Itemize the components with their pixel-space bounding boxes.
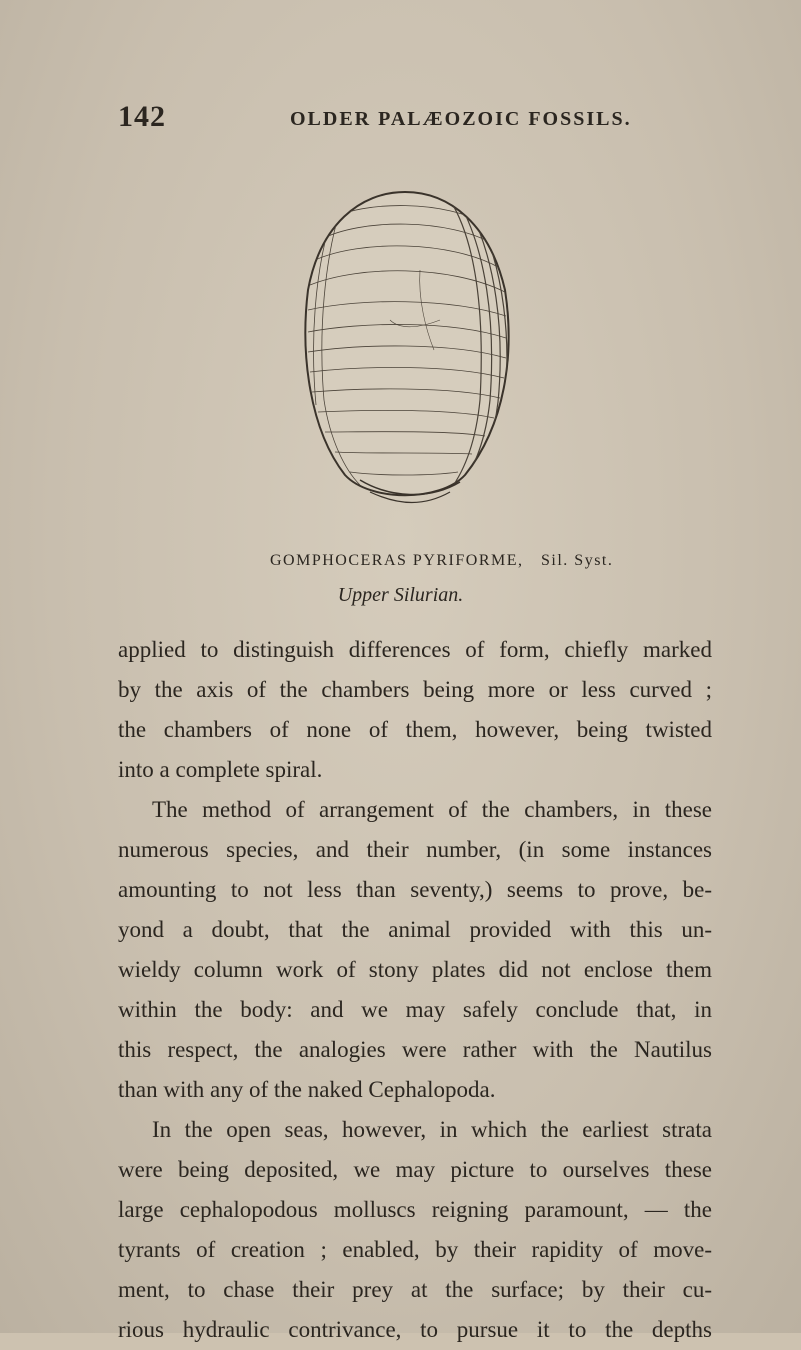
caption-reference: Sil. Syst. <box>541 552 614 569</box>
fossil-illustration <box>300 180 510 515</box>
page-number: 142 <box>118 100 166 133</box>
text-line: amounting to not less than seventy,) seems to prove, be- <box>118 877 712 902</box>
text-line: applied to distinguish differences of form, chiefly marked <box>118 637 712 662</box>
body-text <box>118 630 712 1350</box>
figure-caption <box>270 552 670 570</box>
text-line: were being deposited, we may picture to ourselves these <box>118 1157 712 1182</box>
text-line: tyrants of creation ; enabled, by their rapidity of move- <box>118 1237 712 1262</box>
running-title: OLDER PALÆOZOIC FOSSILS. <box>290 108 632 130</box>
text-line: the chambers of none of them, however, being twisted <box>118 717 712 742</box>
figure-subcaption: Upper Silurian. <box>337 584 464 606</box>
text-line: into a complete spiral. <box>118 757 323 782</box>
text-line: rious hydraulic contrivance, to pursue it to the depths <box>118 1317 712 1342</box>
text-line: this respect, the analogies were rather with the Nautilus <box>118 1037 712 1062</box>
species-name: GOMPHOCERAS PYRIFORME, <box>270 552 524 569</box>
text-line: within the body: and we may safely conclude that, in <box>118 997 712 1022</box>
fossil-engraving-icon <box>300 180 510 515</box>
text-line: numerous species, and their number, (in some instances <box>118 837 712 862</box>
text-line: In the open seas, however, in which the earliest strata <box>152 1117 712 1142</box>
text-line: yond a doubt, that the animal provided with this un- <box>118 917 712 942</box>
text-line: The method of arrangement of the chambers, in these <box>152 797 712 822</box>
text-line: large cephalopodous molluscs reigning paramount, — the <box>118 1197 712 1222</box>
running-head <box>118 100 718 140</box>
text-line: than with any of the naked Cephalopoda. <box>118 1077 496 1102</box>
text-line: wieldy column work of stony plates did not enclose them <box>118 957 712 982</box>
text-line: by the axis of the chambers being more or less curved ; <box>118 677 712 702</box>
text-line: ment, to chase their prey at the surface; by their cu- <box>118 1277 712 1302</box>
